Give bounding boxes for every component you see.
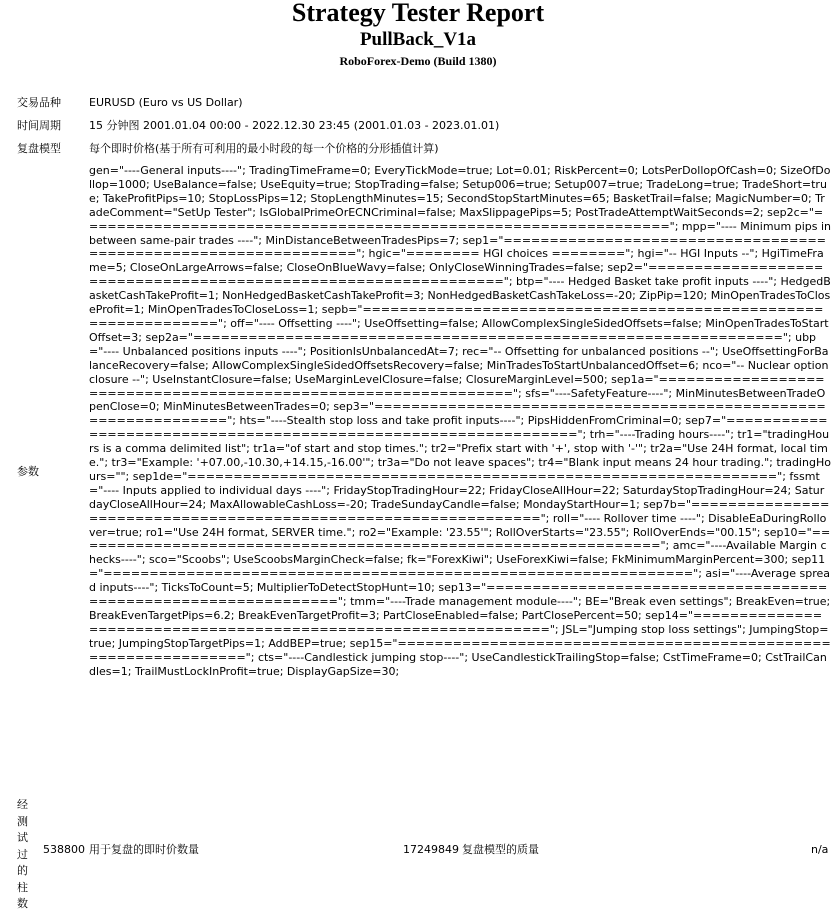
modelling-quality-value: n/a [811, 843, 829, 856]
broker-build: RoboForex-Demo (Build 1380) [339, 54, 497, 68]
expert-name: PullBack_V1a [359, 29, 477, 50]
parameters-label: 参数 [17, 465, 39, 478]
symbol-value: EURUSD (Euro vs US Dollar) [89, 96, 243, 109]
period-label: 时间周期 [17, 119, 61, 132]
model-value: 每个即时价格(基于所有可利用的最小时段的每一个价格的分形插值计算) [89, 142, 439, 155]
modelling-quality-label: 复盘模型的质量 [462, 843, 539, 856]
ticks-modelled-value: 17249849 [403, 843, 459, 856]
report-title: Strategy Tester Report [291, 0, 545, 27]
model-label: 复盘模型 [17, 142, 61, 155]
parameters-value: gen="----General inputs----"; TradingTimeFrame=0; EveryTickMode=true; Lot=0.01; RiskPercent=0; LotsPerDollopOfCash=0; SizeOfDollop=1000; UseBalance=false; UseEquity=true; StopTrading=false; Setup006=true; Setup007=true; TradeLong=true; TradeShort=true; TakeProfitPips=10; StopLossPips=12; StopLengthMinutes=15; SecondStopStartMinutes=65; BasketTrail=false; MagicNumber=0; TradeComment="SetUp Tester"; IsGlobalPrimeOrECNCriminal=false; MaxSlippagePips=5; PostTradeAttemptWaitSeconds=2; sep2c="================================================================"; mpp="---- Minimum pips in between same-pair trades ----"; MinDistanceBetweenTradesPips=7; sep1="================================================================"; hgic="======== HGI choices ========"; hgi="-- HGI Inputs --"; HgiTimeFrame=5; CloseOnLargeArrows=false; CloseOnBlueWavy=false; OnlyCloseWinningTrades=false; sep2="================================================================"; btp="---- Hedged Basket take profit inputs ----"; HedgedBasketCashTakeProfit=1; NonHedgedBasketCashTakeProfit=3; NonHedgedBasketCashTakeLoss=-20; ZipPip=120; MinOpenTradesToCloseProfit=1; MinOpenTradesToCloseLoss=1; sepb="================================================================"; off="---- Offsetting ----"; UseOffsetting=false; AllowComplexSingleSidedOffsets=false; MinOpenTradesToStartOffset=3; sep2a="================================================================"; ubp="---- Unbalanced positions inputs ----"; PositionIsUnbalancedAt=7; rec="-- Offsetting for unbalanced positions --"; UseOffsettingForBalanceRecovery=false; AllowComplexSingleSidedOffsetsRecovery=false; MinTradesToStartUnbalancedOffset=6; nco="-- Nuclear option closure --"; UseInstantClosure=false; UseMarginLevelClosure=false; ClosureMarginLevel=500; sep1a="================================================================"; sfs="----SafetyFeature----"; MinMinutesBetweenTradeOpenClose=0; MinMinutesBetweenTrades=0; sep3="================================================================"; hts="----Stealth stop loss and take profit inputs----"; PipsHiddenFromCriminal=0; sep7="================================================================"; trh="----Trading hours----"; tr1="tradingHours is a comma delimited list"; tr1a="of start and stop times."; tr2="Prefix start with '+', stop with '-'"; tr2a="Use 24H format, local time."; tr3="Example: '+07.00,-10.30,+14.15,-16.00'"; tr3a="Do not leave spaces"; tr4="Blank input means 24 hour trading."; tradingHours=""; sep1de="================================================================"; fssmt="---- Inputs applied to individual days ----"; FridayStopTradingHour=22; FridayCloseAllHour=22; SaturdayStopTradingHour=24; SaturdayCloseAllHour=24; MaxAllowableCashLoss=-20; TradeSundayCandle=false; MondayStartHour=1; sep7b="================================================================"; roll="---- Rollover time ----"; DisableEaDuringRollover=true; ro1="Use 24H format, SERVER time."; ro2="Example: '23.55'"; RollOverStarts="23.55"; RollOverEnds="00.15"; sep10="================================================================"; amc="----Available Margin checks----"; sco="Scoobs"; UseScoobsMarginCheck=false; fk="ForexKiwi"; UseForexKiwi=false; FkMinimumMarginPercent=300; sep11="================================================================"; asi="----Average spread inputs----"; TicksToCount=5; MultiplierToDetectStopHunt=10; sep13="================================================================"; tmm="----Trade management module----"; BE="Break even settings"; BreakEven=true; BreakEvenTargetPips=6.2; BreakEvenTargetProfit=3; PartCloseEnabled=false; PartClosePercent=50; sep14="================================================================"; JSL="Jumping stop loss settings"; JumpingStop=true; JumpingStopTargetPips=1; AddBEP=true; sep15="================================================================"; cts="----Candlestick jumping stop----"; UseCandlestickTrailingStop=false; CstTimeFrame=0; CstTrailCandles=1; TrailMustLockInProfit=true; DisplayGapSize=30; [89, 164, 832, 678]
bars-tested-label: 经测试过的柱数 [17, 798, 28, 910]
symbol-label: 交易品种 [17, 96, 61, 109]
period-value: 15 分钟图 2001.01.04 00:00 - 2022.12.30 23:45 (2001.01.03 - 2023.01.01) [89, 119, 500, 132]
ticks-modelled-label: 用于复盘的即时价数量 [89, 843, 199, 856]
bars-tested-value: 538800 [43, 843, 85, 856]
